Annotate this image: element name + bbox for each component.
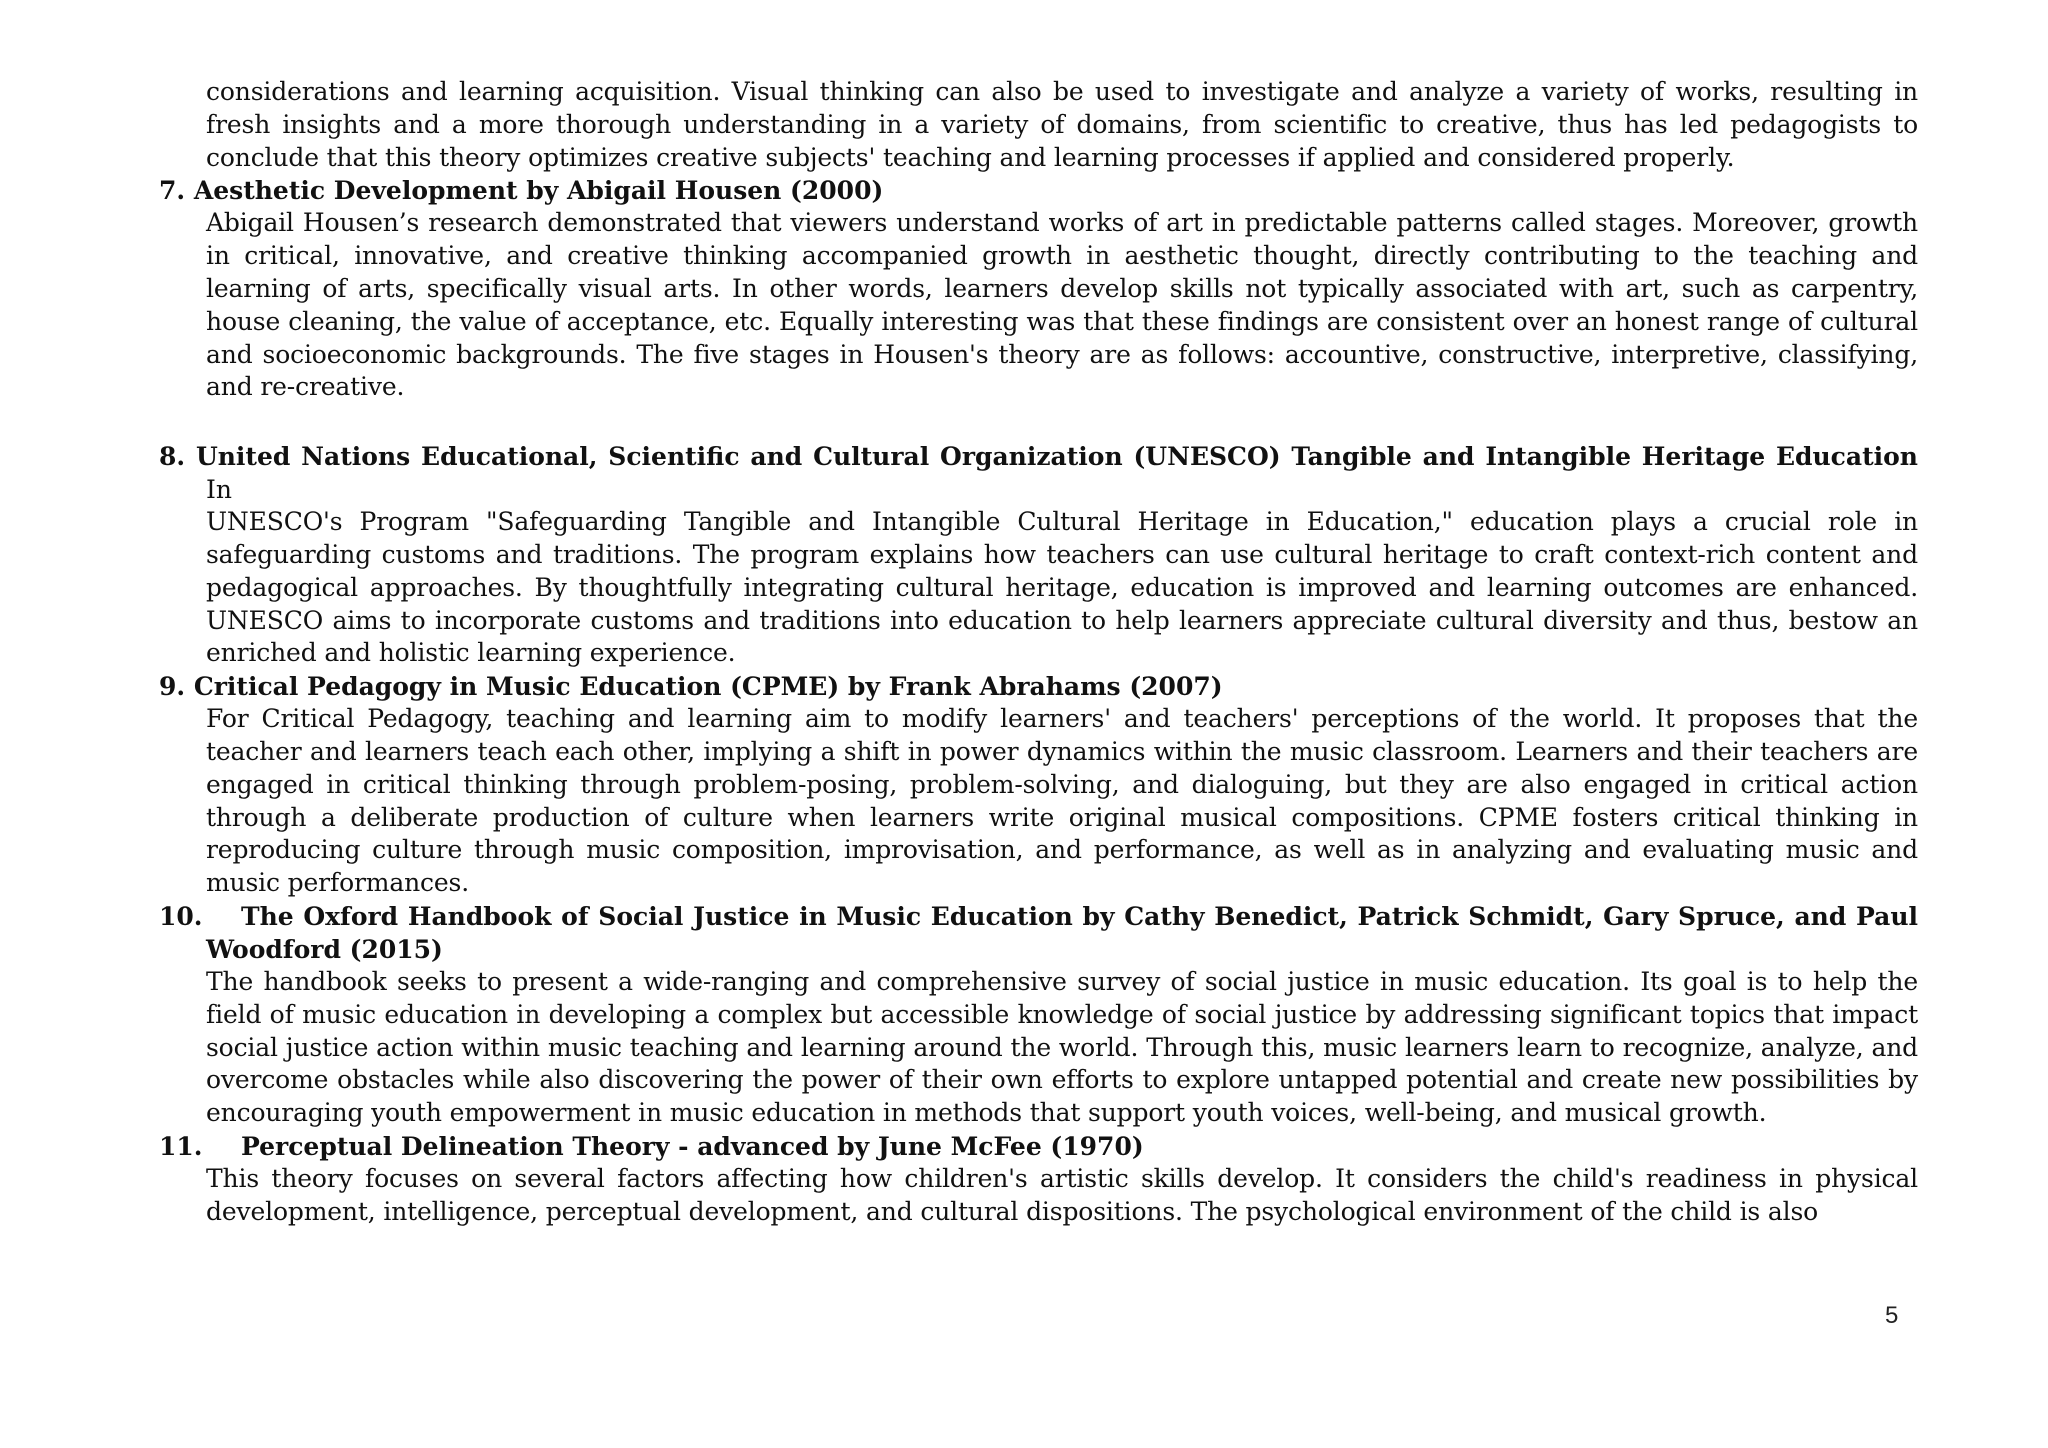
section-body: This theory focuses on several factors affecting how children's artistic skills develop. It considers the child's readiness in physical development, intelligence, perceptual development, and cultural dispositions. The psychological environment of the child is also: [206, 1163, 1918, 1226]
section-title: Aesthetic Development by Abigail Housen (2000): [193, 176, 884, 206]
section-heading: [159, 174, 1918, 207]
section-heading: [159, 670, 1918, 703]
section-body: UNESCO's Program "Safeguarding Tangible and Intangible Cultural Heritage in Education," education plays a crucial role in safeguarding customs and traditions. The program explains how teachers can use cultural heritage to craft context-rich content and pedagogical approaches. By thoughtfully integrating cultural heritage, education is improved and learning outcomes are enhanced. UNESCO aims to incorporate customs and traditions into education to help learners appreciate cultural diversity and thus, bestow an enriched and holistic learning experience.: [206, 507, 1918, 668]
section-number: 9.: [159, 672, 186, 702]
section-8: [159, 440, 1918, 670]
section-7: [159, 174, 1918, 404]
section-number: 10.: [159, 901, 203, 931]
section-title: Critical Pedagogy in Music Education (CPME) by Frank Abrahams (2007): [193, 672, 1223, 702]
section-body: Abigail Housen’s research demonstrated that viewers understand works of art in predictable patterns called stages. Moreover, growth in critical, innovative, and creative thinking accompanied growth in aesthetic thought, directly contributing to the teaching and learning of arts, specifically visual arts. In other words, learners develop skills not typically associated with art, such as carpentry, house cleaning, the value of acceptance, etc. Equally interesting was that these findings are consistent over an honest range of cultural and socioeconomic backgrounds. The five stages in Housen's theory are as follows: accountive, constructive, interpretive, classifying, and re-creative.: [206, 208, 1918, 402]
section-title: The Oxford Handbook of Social Justice in Music Education by Cathy Benedict, Patrick Schmidt, Gary Spruce, and Paul Woodford (2015): [206, 901, 1918, 964]
section-body: For Critical Pedagogy, teaching and learning aim to modify learners' and teachers' perceptions of the world. It proposes that the teacher and learners teach each other, implying a shift in power dynamics within the music classroom. Learners and their teachers are engaged in critical thinking through problem-posing, problem-solving, and dialoguing, but they are also engaged in critical action through a deliberate production of culture when learners write original musical compositions. CPME fosters critical thinking in reproducing culture through music composition, improvisation, and performance, as well as in analyzing and evaluating music and music performances.: [206, 704, 1918, 898]
section-title-tail: In: [206, 475, 232, 505]
section-number: 7.: [159, 176, 186, 206]
continued-paragraph: considerations and learning acquisition. Visual thinking can also be used to investigate and analyze a variety of works, resulting in fresh insights and a more thorough understanding in a variety of domains, from scientific to creative, thus has led pedagogists to conclude that this theory optimizes creative subjects' teaching and learning processes if applied and considered properly.: [206, 77, 1918, 172]
section-title: United Nations Educational, Scientific and Cultural Organization (UNESCO) Tangible and Intangible Heritage Education: [195, 442, 1918, 472]
section-number: 11.: [159, 1131, 203, 1161]
section-11: [159, 1130, 1918, 1229]
section-heading: [159, 900, 1918, 966]
section-body: The handbook seeks to present a wide-ranging and comprehensive survey of social justice in music education. Its goal is to help the field of music education in developing a complex but accessible knowledge of social justice by addressing significant topics that impact social justice action within music teaching and learning around the world. Through this, music learners learn to recognize, analyze, and overcome obstacles while also discovering the power of their own efforts to explore untapped potential and create new possibilities by encouraging youth empowerment in music education in methods that support youth voices, well-being, and musical growth.: [206, 966, 1918, 1128]
section-9: [159, 670, 1918, 900]
section-10: [159, 900, 1918, 1130]
section-number: 8.: [159, 442, 186, 472]
paragraph-gap: [159, 404, 1918, 440]
page-number: 5: [1885, 1302, 1899, 1329]
section-heading: [159, 1130, 1918, 1163]
section-title: Perceptual Delineation Theory - advanced by June McFee (1970): [241, 1131, 1144, 1161]
page-content: [159, 76, 1918, 1229]
section-heading: [159, 440, 1918, 506]
